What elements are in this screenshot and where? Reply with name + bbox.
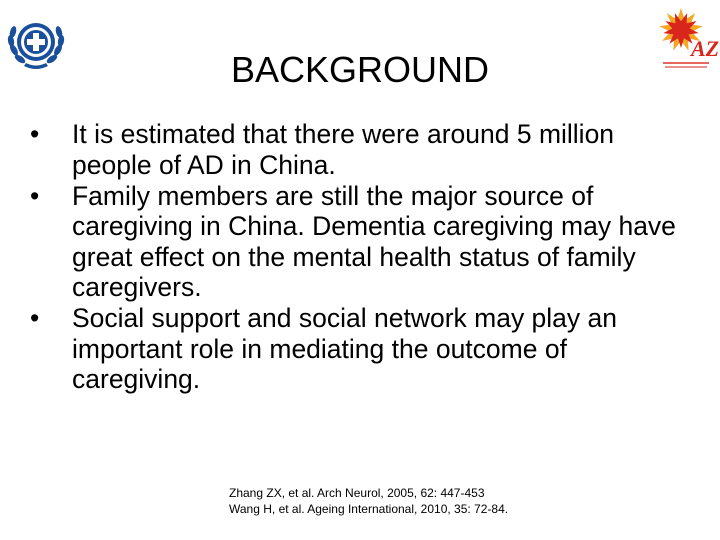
bullet-item xyxy=(30,119,690,180)
bullet-text: Family members are still the major source of caregiving in China. Dementia caregiving may have great effect on the mental health status of family caregivers. xyxy=(72,180,676,302)
bullet-text: It is estimated that there were around 5 million people of AD in China. xyxy=(72,119,615,180)
bullet-marker: • xyxy=(30,303,40,333)
svg-text:AZ: AZ xyxy=(691,36,720,61)
bullet-text: Social support and social network may play an important role in mediating the outcome of caregiving. xyxy=(72,303,618,394)
bullet-item xyxy=(30,181,690,303)
references xyxy=(229,485,508,517)
bullet-marker: • xyxy=(30,119,40,149)
bullet-list xyxy=(30,119,690,395)
reference-item: Wang H, et al. Ageing International, 2010, 35: 72-84. xyxy=(229,502,509,516)
slide-title: BACKGROUND xyxy=(230,49,490,90)
bullet-item xyxy=(30,303,690,395)
bullet-marker: • xyxy=(30,180,40,211)
reference-item: Zhang ZX, et al. Arch Neurol, 2005, 62: 447-453 xyxy=(229,486,485,500)
